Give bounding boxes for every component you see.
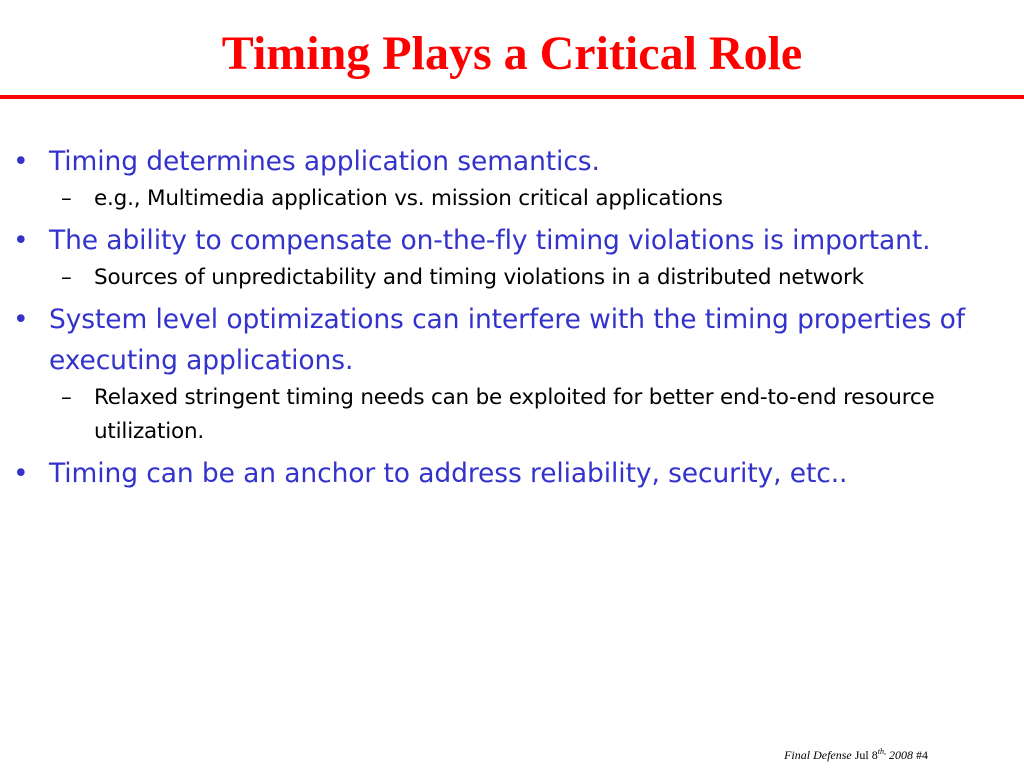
footer-year: 2008 xyxy=(889,748,913,762)
bullet-icon: • xyxy=(13,225,29,256)
bullet-item xyxy=(0,299,1024,381)
bullet-icon: • xyxy=(13,304,29,335)
footer-event: Final Defense xyxy=(784,748,852,762)
bullet-item xyxy=(0,141,1024,182)
bullet-text: Timing determines application semantics. xyxy=(49,146,600,177)
bullet-text: Timing can be an anchor to address reliability, security, etc.. xyxy=(49,458,848,489)
sub-bullet-item xyxy=(0,261,1024,295)
sub-bullet-item xyxy=(0,182,1024,216)
sub-bullet-item xyxy=(0,381,1024,449)
footer-date-suffix: th, xyxy=(877,747,886,756)
bullet-item xyxy=(0,220,1024,261)
dash-icon: – xyxy=(61,385,72,410)
dash-icon: – xyxy=(61,265,72,290)
bullet-icon: • xyxy=(13,458,29,489)
slide-content xyxy=(0,141,1024,494)
bullet-item xyxy=(0,453,1024,494)
title-divider xyxy=(0,95,1024,99)
slide-title: Timing Plays a Critical Role xyxy=(221,27,803,80)
sub-bullet-text: Sources of unpredictability and timing violations in a distributed network xyxy=(94,265,864,290)
slide-number: #4 xyxy=(916,748,928,762)
slide-footer xyxy=(784,747,928,763)
sub-bullet-text: Relaxed stringent timing needs can be exploited for better end-to-end resource utilization. xyxy=(94,385,935,444)
dash-icon: – xyxy=(61,186,72,211)
bullet-icon: • xyxy=(13,146,29,177)
bullet-text: The ability to compensate on-the-fly timing violations is important. xyxy=(49,225,931,256)
sub-bullet-text: e.g., Multimedia application vs. mission critical applications xyxy=(94,186,723,211)
footer-date: Jul 8 xyxy=(854,748,878,762)
bullet-text: System level optimizations can interfere with the timing properties of executing applications. xyxy=(49,304,965,376)
